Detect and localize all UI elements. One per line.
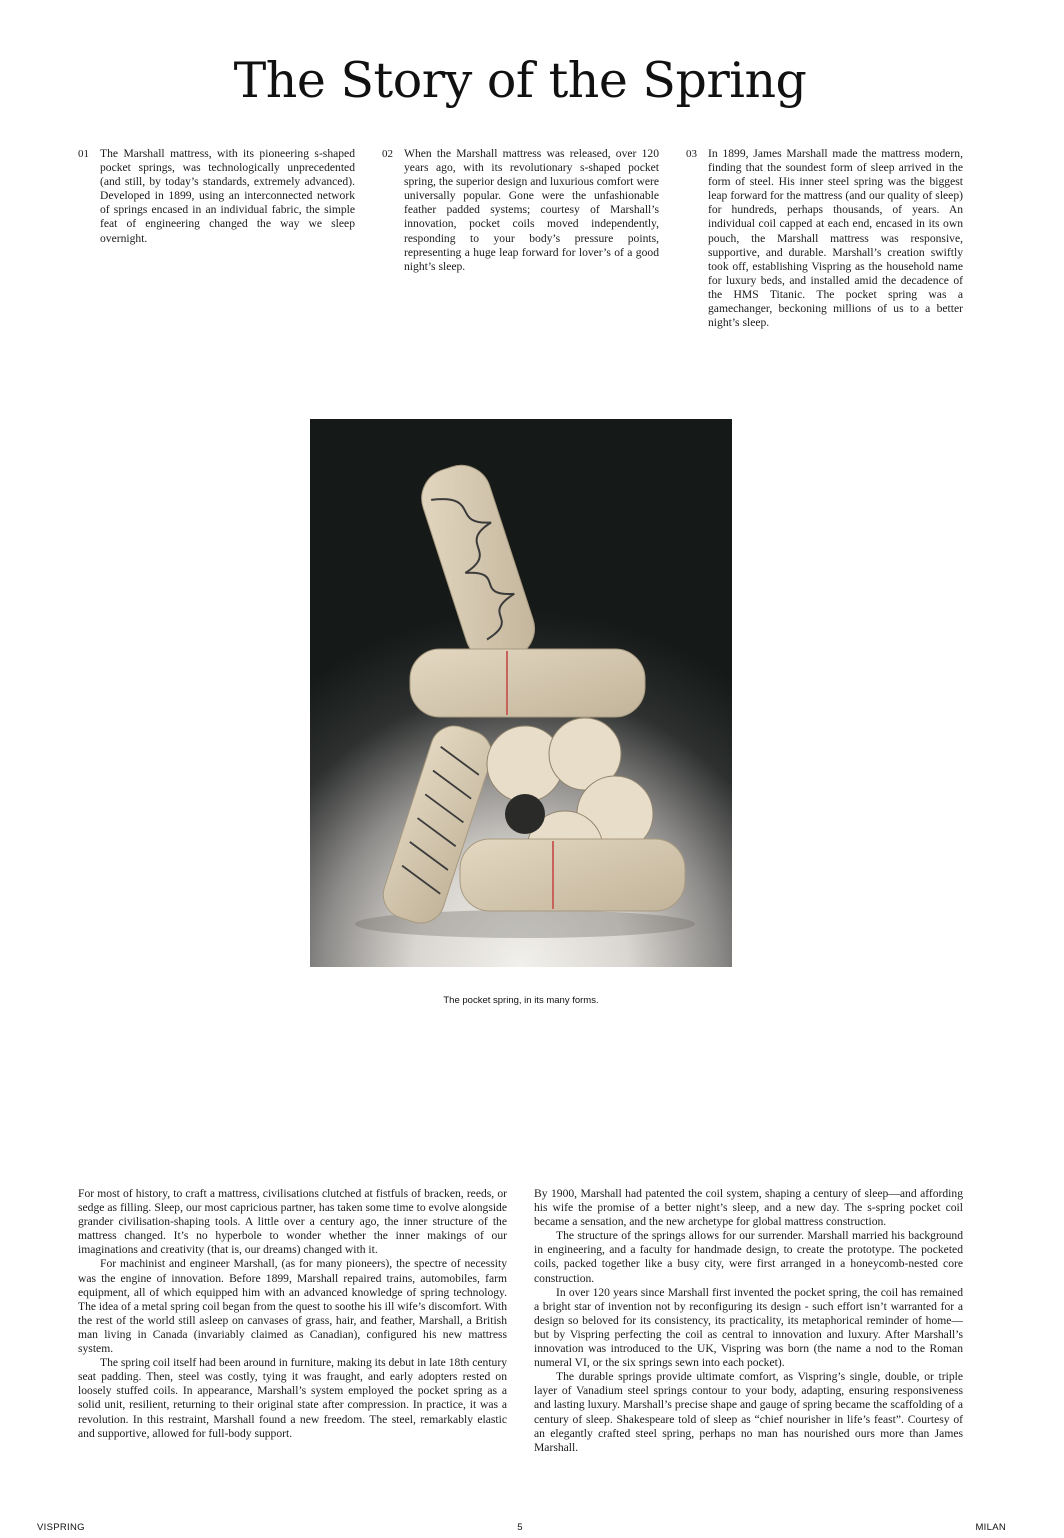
paragraph: In over 120 years since Marshall first invented the pocket spring, the coil has remained a bright star of invention not by reconfiguring its design - such effort isn’t warranted for a design so beloved for its consistency, its practicality, its metaphorical reminder of home—but by Vispring perfecting the coil as central to innovation and luxury. After Marshall’s innovation was introduced to the UK, Vispring was born (the name a nod to the Roman numeral VI, or the six springs sewn into each pocket). (534, 1285, 963, 1370)
paragraph: The structure of the springs allows for our surrender. Marshall married his background in engineering, and a faculty for handmade design, to create the prototype. The pocketed coils, packed together like a busy city, were first arranged in a honeycomb-nested core construction. (534, 1229, 963, 1285)
paragraph: The durable springs provide ultimate comfort, as Vispring’s single, double, or triple layer of Vanadium steel springs contour to your body, adapting, ensuring responsiveness and lasting luxury. Marshall’s precise shape and gauge of spring became the scaffolding of a century of sleep. Shakespeare told of sleep as “chief nourisher in life’s feast”. Courtesy of an elegantly crafted steel spring, perhaps no man has nourished ours more than James Marshall. (534, 1370, 963, 1454)
column-text: The Marshall mattress, with its pioneering s-shaped pocket springs, was technologically unprecedented (and still, by today’s standards, extremely advanced). Developed in 1899, using an interconnected network of springs encased in an individual fabric, the simple feat of engineering changed the way we sleep overnight. (100, 147, 355, 245)
photo-caption: The pocket spring, in its many forms. (443, 995, 599, 1006)
footer-brand: VISPRING (37, 1522, 85, 1533)
column-number: 03 (686, 148, 697, 160)
column-text: When the Marshall mattress was released, over 120 years ago, with its revolutionary s-shaped pocket spring, the superior design and luxurious comfort were universally popular. Gone were the unfashionable feather padded systems; courtesy of Marshall’s innovation, pocket coils moved independently, responding to your body’s pressure points, representing a huge leap forward for lover’s of a good night’s sleep. (404, 147, 659, 273)
intro-column-1 (78, 147, 355, 246)
paragraph: By 1900, Marshall had patented the coil system, shaping a century of sleep—and affording his wife the promise of a better night’s sleep, and a new day. The s-spring pocket coil became a sensation, and the new archetype for global mattress construction. (534, 1187, 963, 1229)
paragraph: The spring coil itself had been around in furniture, making its debut in late 18th century seat padding. Then, steel was costly, tying it was fraught, and early adopters rested on loosely stuffed coils. In appearance, Marshall’s system employed the pocket spring as a solid unit, resilient, returning to their original state after compression. In practice, it was a revolution. In this restraint, Marshall found a new freedom. The steel, remarkably elastic and supportive, allowed for full-body support. (78, 1356, 507, 1440)
body-column-left (78, 1187, 507, 1441)
stacked-springs-illustration (310, 419, 732, 967)
column-number: 01 (78, 148, 89, 160)
page-number: 5 (517, 1522, 523, 1533)
footer-city: MILAN (975, 1522, 1006, 1533)
paragraph: For most of history, to craft a mattress, civilisations clutched at fistfuls of bracken, reeds, or sedge as filling. Sleep, our most capricious partner, has taken some time to evolve alongside grander civilisation-shaping tools. A little over a century ago, the inner structure of the mattress changed. It’s no hyperbole to wonder whether the inner makings of our imaginations and creativity (that is, our dreams) changed with it. (78, 1187, 507, 1257)
pocket-spring-photo (310, 419, 732, 967)
paragraph: For machinist and engineer Marshall, (as for many pioneers), the spectre of necessity was the engine of innovation. Before 1899, Marshall repaired trains, automobiles, farm equipment, all of which equipped him with an advanced knowledge of spring technology. The idea of a metal spring coil began from the quest to soothe his ill wife’s discomfort. With the rest of the world still asleep on canvases of grass, hair, and feather, Marshall, a British man living in Canada (invariably claimed as Canadian), configured his new mattress system. (78, 1257, 507, 1356)
column-text: In 1899, James Marshall made the mattress modern, finding that the soundest form of sleep arrived in the form of steel. His inner steel spring was the biggest leap forward for the mattress (and our quality of sleep) for hundreds, perhaps thousands, of years. An individual coil capped at each end, encased in its own pouch, the Marshall mattress was responsive, supportive, and durable. Marshall’s creation swiftly took off, establishing Vispring as the household name for luxury beds, and installed amid the decadence of the HMS Titanic. The pocket spring was a gamechanger, beckoning millions of us to a better night’s sleep. (708, 147, 963, 330)
body-column-right (534, 1187, 963, 1455)
intro-column-2 (382, 147, 659, 274)
page-title: The Story of the Spring (233, 52, 807, 109)
intro-column-3 (686, 147, 963, 330)
column-number: 02 (382, 148, 393, 160)
